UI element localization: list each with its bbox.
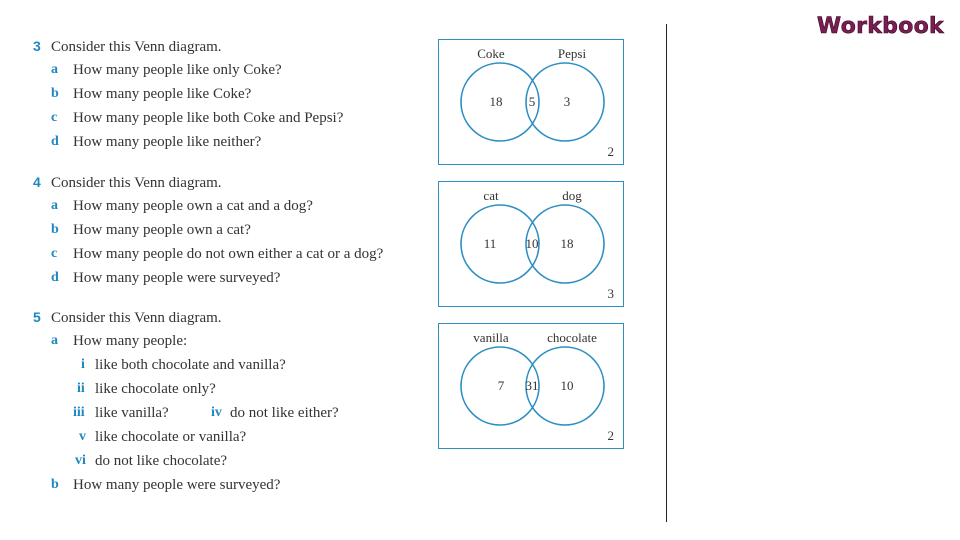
venn-right-label: chocolate [547,330,597,345]
subpart-text: like chocolate or vanilla? [95,429,247,445]
venn-intersection-value: 10 [525,236,539,251]
question-prompt: Consider this Venn diagram. [51,39,222,55]
question-3 [33,34,344,154]
venn-outside-value: 3 [607,286,614,301]
question-number: 4 [33,174,41,190]
part-text: How many people own a cat? [73,222,251,238]
subpart-numeral: iv [211,405,222,420]
part-text: How many people like neither? [73,134,262,150]
venn-left-label: Coke [477,46,505,61]
subpart-numeral: vi [75,453,86,468]
part-text: How many people: [73,333,188,349]
venn-right-only-value: 3 [563,94,571,109]
venn-left-label: vanilla [473,330,509,345]
question-number: 5 [33,309,41,325]
venn-left-only-value: 18 [489,94,503,109]
part-text: How many people were surveyed? [73,477,281,493]
venn-outside-value: 2 [607,144,614,159]
subpart-numeral: iii [73,405,85,420]
part-letter: b [51,86,59,101]
part-letter: a [51,198,58,213]
subpart-numeral: i [81,357,85,372]
question-number: 3 [33,38,41,54]
venn-left-only-value: 7 [497,378,505,393]
question-prompt: Consider this Venn diagram. [51,175,222,191]
part-text: How many people like both Coke and Pepsi? [73,110,344,126]
venn-diagram-coke-pepsi [438,39,624,165]
venn-right-only-value: 10 [560,378,574,393]
subpart-text: like vanilla? [95,405,169,421]
part-text: How many people were surveyed? [73,270,281,286]
venn-outside-value: 2 [607,428,614,443]
part-letter: a [51,62,58,77]
subpart-text: like both chocolate and vanilla? [95,357,286,373]
venn-diagram-cat-dog [438,181,624,307]
part-text: How many people own a cat and a dog? [73,198,313,214]
part-text: How many people like only Coke? [73,62,282,78]
part-letter: b [51,222,59,237]
part-letter: c [51,110,58,125]
subpart-numeral: v [79,429,86,444]
venn-right-only-value: 18 [560,236,574,251]
venn-left-only-value: 11 [483,236,497,251]
workbook-logo: Workbook [816,14,944,39]
subpart-numeral: ii [77,381,85,396]
question-prompt: Consider this Venn diagram. [51,310,222,326]
question-4 [33,170,384,290]
part-letter: c [51,246,58,261]
subpart-text: do not like chocolate? [95,453,228,469]
part-letter: a [51,333,58,348]
subpart-text: do not like either? [230,405,339,421]
venn-right-label: dog [562,188,582,203]
venn-intersection-value: 5 [528,94,536,109]
venn-left-label: cat [483,188,499,203]
page-divider [666,24,667,522]
subpart-text: like chocolate only? [95,381,216,397]
venn-diagram-vanilla-chocolate [438,323,624,449]
part-letter: b [51,477,59,492]
venn-right-label: Pepsi [557,46,587,61]
part-text: How many people do not own either a cat or a dog? [73,246,384,262]
part-letter: d [51,134,59,149]
venn-intersection-value: 31 [525,378,539,393]
part-text: How many people like Coke? [73,86,252,102]
part-letter: d [51,270,59,285]
question-5 [33,305,339,497]
